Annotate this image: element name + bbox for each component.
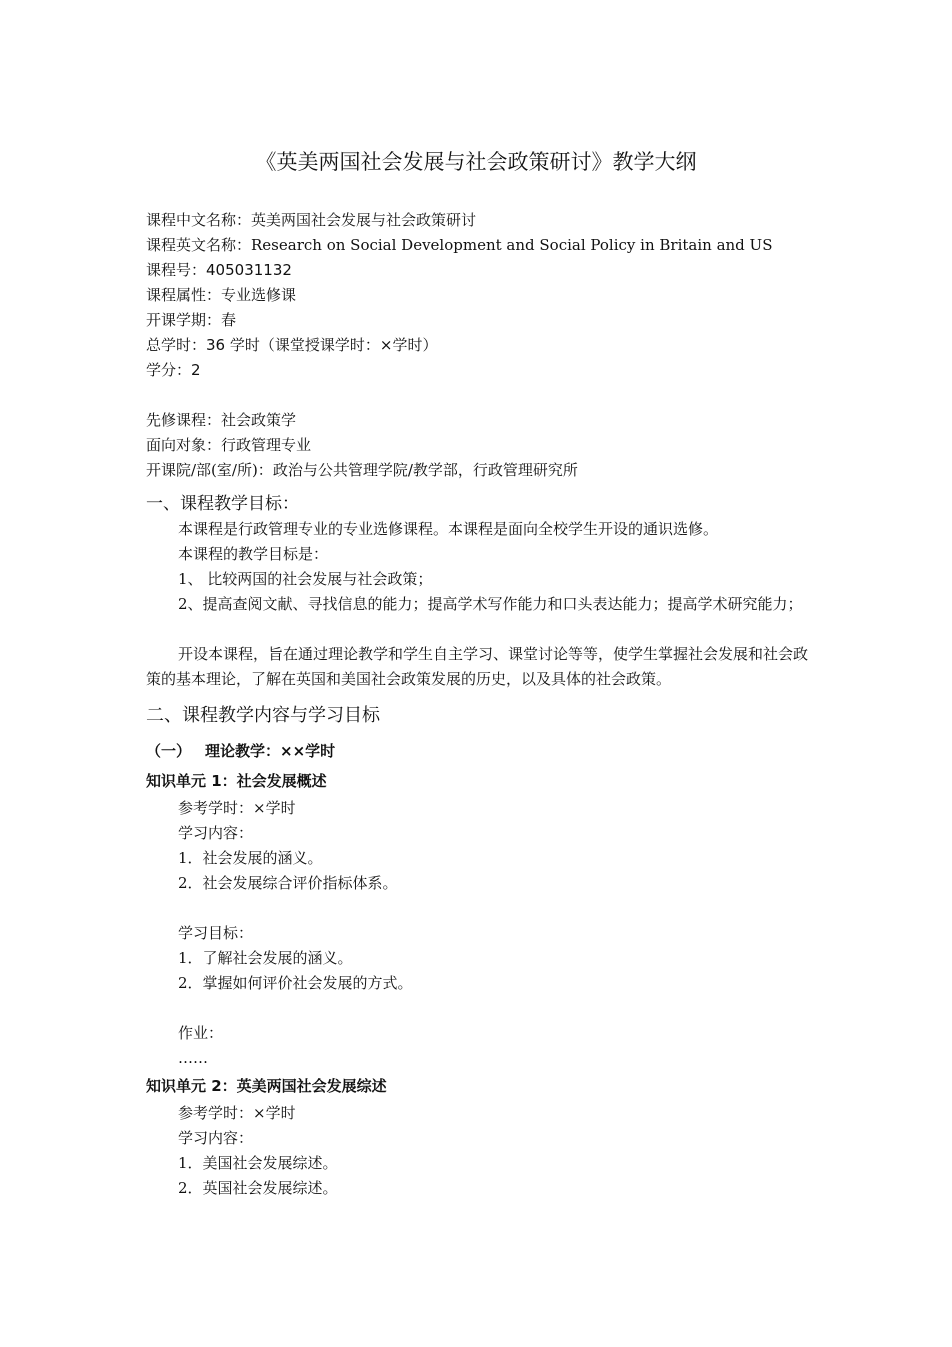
info-value: 英美两国社会发展与社会政策研讨	[251, 211, 477, 229]
info-row-course-number	[146, 258, 826, 283]
info-row-credits	[146, 358, 826, 383]
section1-intro: 本课程是行政管理专业的专业选修课程。本课程是面向全校学生开设的通识选修。	[178, 520, 719, 538]
unit1-goal-label: 学习目标：	[178, 924, 254, 942]
unit1-ellipsis: ……	[178, 1049, 208, 1067]
document-title: 《英美两国社会发展与社会政策研讨》教学大纲	[255, 150, 697, 174]
section1-goal-1: 1、 比较两国的社会发展与社会政策；	[178, 570, 433, 588]
subsection-title: 理论教学：××学时	[205, 742, 336, 760]
subsection-number: （一）	[146, 742, 192, 760]
unit1-content-1: 1．社会发展的涵义。	[178, 849, 323, 867]
info-value: 社会政策学	[221, 411, 297, 429]
info-label: 面向对象：	[146, 436, 222, 454]
info-value: 政治与公共管理学院/教学部，行政管理研究所	[272, 461, 578, 479]
info-row-department	[146, 458, 826, 483]
unit2-title: 知识单元 2：英美两国社会发展综述	[146, 1077, 387, 1095]
unit2-hours: 参考学时：×学时	[178, 1104, 296, 1122]
section1-goals-intro: 本课程的教学目标是：	[178, 545, 329, 563]
spacer	[146, 617, 810, 642]
info-label: 课程属性：	[146, 286, 222, 304]
unit1-hours: 参考学时：×学时	[178, 799, 296, 817]
info-label: 先修课程：	[146, 411, 222, 429]
unit1-homework-label: 作业：	[178, 1024, 224, 1042]
info-label: 课程英文名称：	[146, 236, 252, 254]
course-info	[146, 208, 826, 483]
unit2-content-1: 1．美国社会发展综述。	[178, 1154, 338, 1172]
info-value: 春	[221, 311, 237, 329]
theory-teaching-heading	[146, 736, 810, 766]
info-label: 课程号：	[146, 261, 207, 279]
info-row-total-hours	[146, 333, 826, 358]
unit1-goal-1: 1．了解社会发展的涵义。	[178, 949, 353, 967]
spacer	[146, 996, 810, 1021]
unit2-content-2: 2．英国社会发展综述。	[178, 1179, 338, 1197]
info-value: 405031132	[206, 261, 292, 279]
info-label: 学分：	[146, 361, 192, 379]
unit1-content-2: 2．社会发展综合评价指标体系。	[178, 874, 398, 892]
info-row-semester	[146, 308, 826, 333]
info-label: 开课院/部(室/所)：	[146, 461, 273, 479]
info-row-prerequisite	[146, 408, 826, 433]
info-value: 2	[191, 361, 201, 379]
info-label: 开课学期：	[146, 311, 222, 329]
unit1-title: 知识单元 1：社会发展概述	[146, 772, 327, 790]
info-label: 课程中文名称：	[146, 211, 252, 229]
syllabus-body	[146, 491, 810, 1201]
info-row-attribute	[146, 283, 826, 308]
section1-goal-2: 2、提高查阅文献、寻找信息的能力；提高学术写作能力和口头表达能力；提高学术研究能力；	[178, 595, 803, 613]
info-row-chinese-name	[146, 208, 826, 233]
section1-summary: 开设本课程，旨在通过理论教学和学生自主学习、课堂讨论等等，使学生掌握社会发展和社会政策的基本理论，了解在英国和美国社会政策发展的历史，以及具体的社会政策。	[146, 645, 809, 688]
info-value: 36 学时（课堂授课学时：×学时）	[206, 336, 438, 354]
info-value: 行政管理专业	[221, 436, 312, 454]
unit1-content-label: 学习内容：	[178, 824, 254, 842]
info-label: 总学时：	[146, 336, 207, 354]
spacer	[146, 383, 826, 408]
unit2-content-label: 学习内容：	[178, 1129, 254, 1147]
spacer	[146, 896, 810, 921]
info-value: Research on Social Development and Social Policy in Britain and US	[251, 236, 773, 254]
section2-heading: 二、课程教学内容与学习目标	[146, 705, 380, 726]
unit1-goal-2: 2．掌握如何评价社会发展的方式。	[178, 974, 413, 992]
info-row-english-name	[146, 233, 826, 258]
info-value: 专业选修课	[221, 286, 297, 304]
section1-heading: 一、课程教学目标：	[146, 494, 299, 514]
info-row-audience	[146, 433, 826, 458]
